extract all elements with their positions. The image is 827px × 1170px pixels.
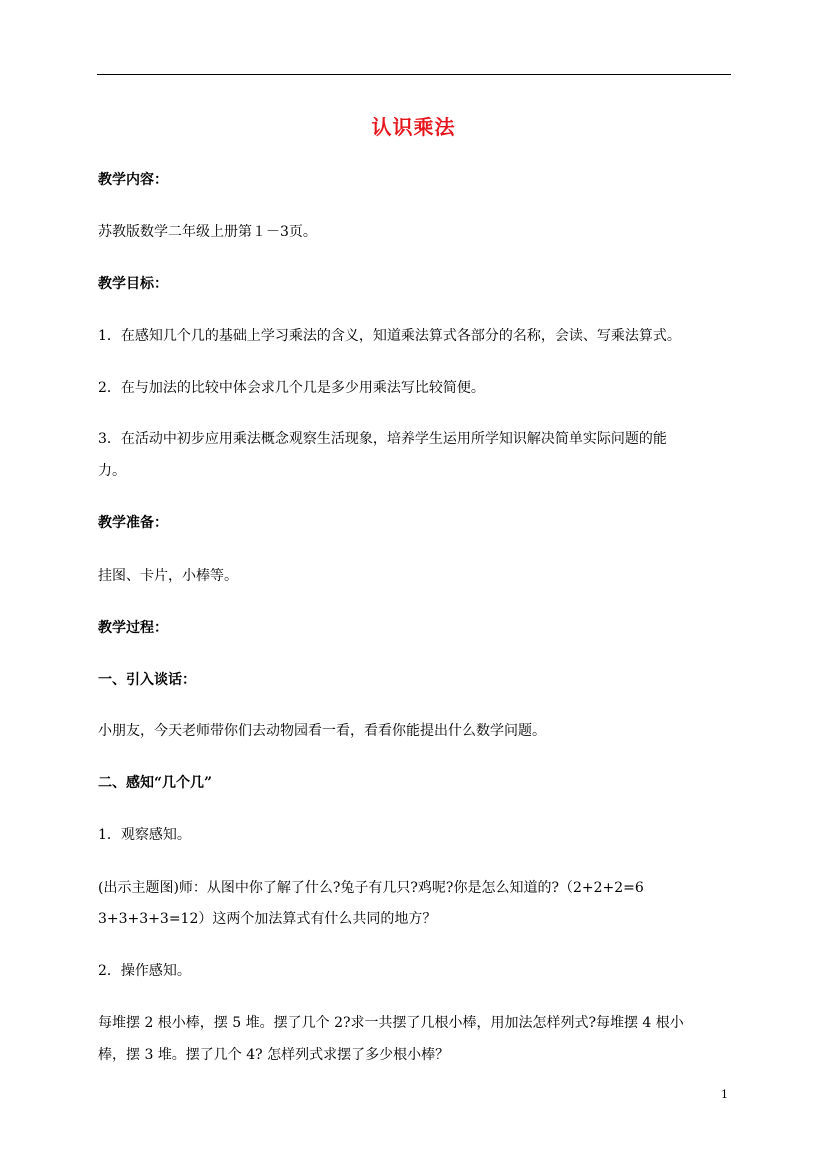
step-1-text-line-2: 3+3+3+3=12）这两个加法算式有什么共同的地方？ [98,911,437,927]
step-1-heading: 1．观察感知。 [98,827,191,843]
paragraph-preparation: 挂图、卡片，小棒等。 [98,568,238,584]
section-1-text: 小朋友，今天老师带你们去动物园看一看，看看你能提出什么数学问题。 [98,723,546,739]
section-1-heading: 一、引入谈话： [98,672,196,688]
document-title: 认识乘法 [371,115,456,139]
header-rule [97,74,731,75]
paragraph-content: 苏教版数学二年级上册第１－3页。 [98,224,317,240]
heading-preparation: 教学准备： [98,515,168,531]
goal-1: 1．在感知几个几的基础上学习乘法的含义，知道乘法算式各部分的名称，会读、写乘法算式。 [98,328,681,344]
goal-3-line-1: 3．在活动中初步应用乘法概念观察生活现象，培养学生运用所学知识解决简单实际问题的能 [98,431,667,447]
step-2-text-line-1: 每堆摆 2 根小棒，摆 5 堆。摆了几个 2?求一共摆了几根小棒，用加法怎样列式?每堆摆 4 根小 [98,1015,684,1031]
heading-goals: 教学目标： [98,276,168,292]
page-number: 1 [721,1088,728,1101]
goal-2: 2．在与加法的比较中体会求几个几是多少用乘法写比较简便。 [98,380,485,396]
step-2-heading: 2．操作感知。 [98,963,191,979]
section-2-heading: 二、感知“几个几” [98,775,213,791]
step-1-text-line-1: (出示主题图)师：从图中你了解了什么?兔子有几只?鸡呢?你是怎么知道的?（2+2+2=6 [98,880,644,896]
heading-content: 教学内容： [98,172,168,188]
step-2-text-line-2: 棒，摆 3 堆。摆了几个 4? 怎样列式求摆了多少根小棒？ [98,1047,450,1063]
heading-process: 教学过程： [98,620,168,636]
goal-3-line-2: 力。 [98,463,126,479]
